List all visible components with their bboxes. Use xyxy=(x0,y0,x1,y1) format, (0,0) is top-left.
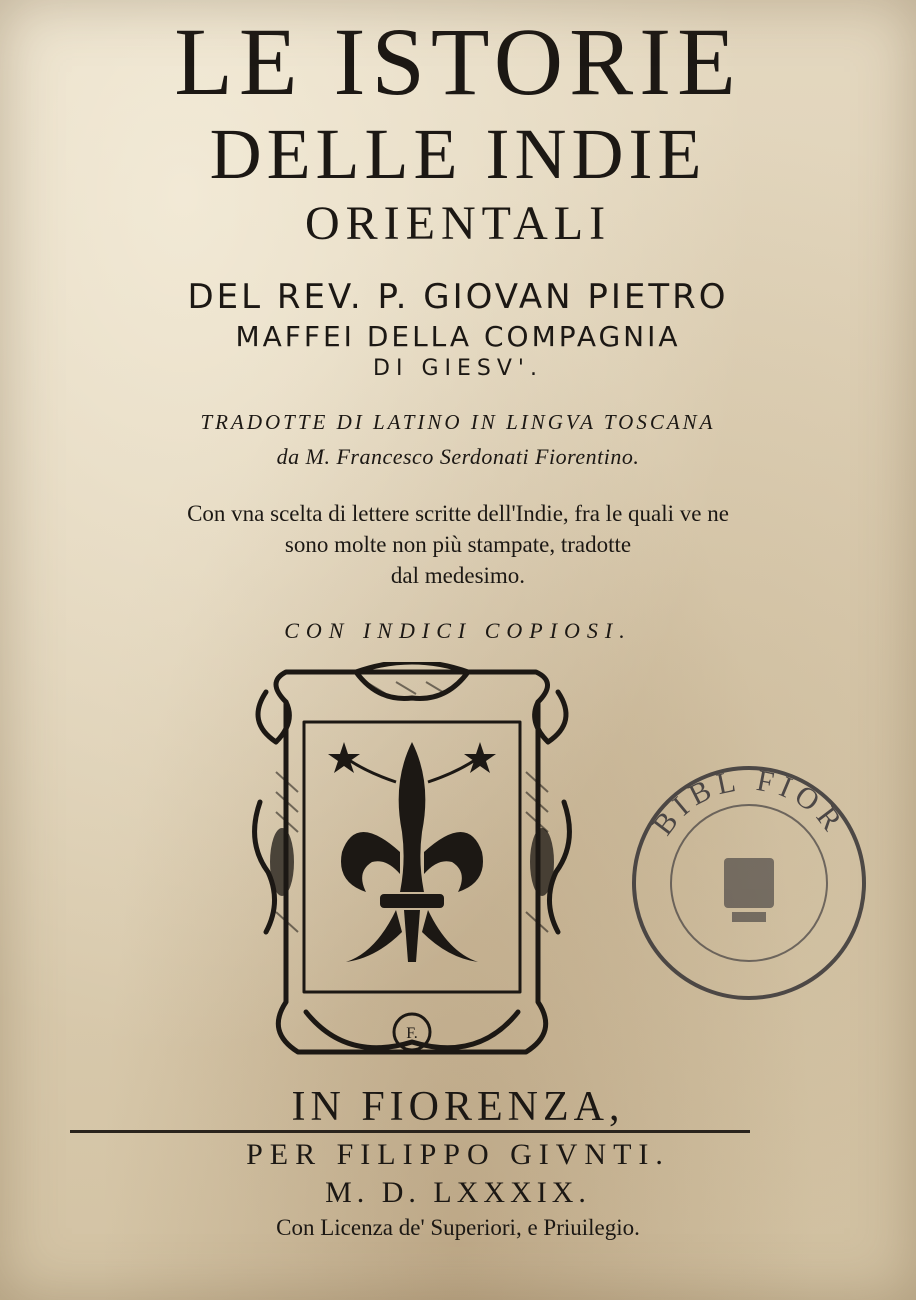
imprint-divider xyxy=(70,1130,750,1133)
description-line-1: Con vna scelta di lettere scritte dell'Indie, fra le quali ve ne xyxy=(187,501,729,526)
svg-text:BIBL FIOR xyxy=(646,764,851,841)
library-stamp-icon xyxy=(628,762,870,1004)
author-line-3: DI GIESV'. xyxy=(373,356,543,381)
cartouche-letter: F. xyxy=(406,1025,418,1042)
imprint-year: M. D. LXXXIX. xyxy=(325,1176,591,1209)
indices-line: CON INDICI COPIOSI. xyxy=(284,618,632,643)
translation-line-1: TRADOTTE DI LATINO IN LINGVA TOSCANA xyxy=(200,410,716,434)
title-line-1: LE ISTORIE xyxy=(174,8,742,115)
author-line-2: MAFFEI DELLA COMPAGNIA xyxy=(235,320,681,353)
fleur-de-lis-emblem-icon xyxy=(246,662,578,1070)
stamp-text: BIBL FIOR xyxy=(646,763,852,842)
author-line-1: DEL REV. P. GIOVAN PIETRO xyxy=(187,277,729,317)
imprint-printer: PER FILIPPO GIVNTI. xyxy=(246,1138,670,1171)
title-line-3: ORIENTALI xyxy=(304,197,612,250)
translation-line-2: da M. Francesco Serdonati Fiorentino. xyxy=(276,444,640,469)
imprint-place: IN FIORENZA, xyxy=(291,1084,625,1130)
description-line-2: sono molte non più stampate, tradotte xyxy=(284,532,632,557)
description-line-3: dal medesimo. xyxy=(390,563,526,588)
license-line: Con Licenza de' Superiori, e Priuilegio. xyxy=(276,1215,640,1240)
title-line-2: DELLE INDIE xyxy=(209,114,707,194)
